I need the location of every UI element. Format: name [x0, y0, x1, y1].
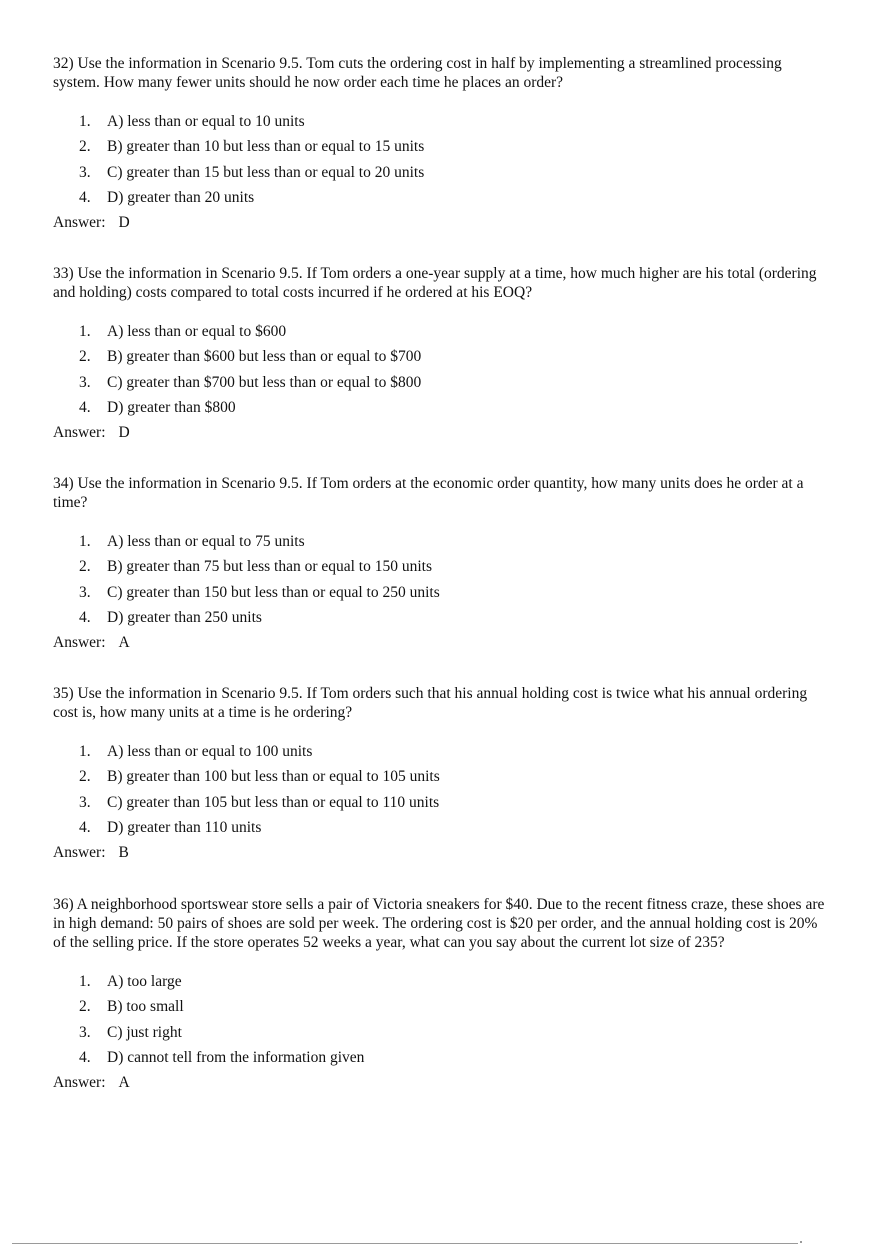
option-text: B) greater than 10 but less than or equal to 15 units [107, 138, 425, 156]
option-number: 2. [79, 558, 91, 576]
option-item [53, 994, 828, 1019]
option-item [53, 319, 828, 344]
option-text: C) greater than $700 but less than or equal to $800 [107, 373, 422, 391]
option-item [53, 185, 828, 210]
answer-label: Answer: [53, 1074, 106, 1092]
option-number: 2. [79, 138, 91, 156]
option-item [53, 790, 828, 815]
option-text: A) less than or equal to 75 units [107, 533, 305, 550]
option-item [53, 815, 828, 840]
option-item [53, 739, 828, 764]
footer-divider [12, 1243, 798, 1244]
option-number: 1. [79, 533, 91, 550]
option-text: B) greater than 100 but less than or equal to 105 units [107, 768, 440, 786]
answer-line [53, 1070, 828, 1095]
answer-line [53, 420, 828, 445]
option-list [53, 109, 828, 210]
option-item [53, 370, 828, 395]
answer-value: A [118, 1074, 130, 1092]
option-number: 4. [79, 398, 91, 416]
option-item [53, 605, 828, 630]
option-text: B) greater than $600 but less than or equal to $700 [107, 348, 422, 366]
question-34 [53, 474, 828, 655]
option-item [53, 134, 828, 159]
option-text: A) less than or equal to $600 [107, 323, 287, 340]
answer-label: Answer: [53, 844, 106, 862]
option-item [53, 395, 828, 420]
question-text: 35) Use the information in Scenario 9.5. If Tom orders such that his annual holding cost is twice what his annual ordering cost is, how many units at a time is he ordering? [53, 685, 808, 721]
option-number: 4. [79, 818, 91, 836]
option-number: 2. [79, 998, 91, 1016]
answer-value: D [118, 214, 130, 232]
answer-line [53, 630, 828, 655]
option-number: 4. [79, 188, 91, 206]
option-item [53, 160, 828, 185]
option-number: 1. [79, 113, 91, 130]
answer-value: D [118, 424, 130, 442]
answer-line [53, 840, 828, 865]
question-35 [53, 684, 828, 865]
option-number: 4. [79, 1048, 91, 1066]
option-text: C) greater than 150 but less than or equal to 250 units [107, 583, 440, 601]
option-item [53, 529, 828, 554]
option-text: A) too large [107, 973, 182, 990]
option-number: 3. [79, 583, 91, 601]
option-number: 3. [79, 1023, 91, 1041]
option-number: 2. [79, 348, 91, 366]
option-number: 1. [79, 973, 91, 990]
option-item [53, 1020, 828, 1045]
answer-label: Answer: [53, 214, 106, 232]
option-text: D) greater than 110 units [107, 818, 262, 836]
answer-label: Answer: [53, 634, 106, 652]
question-text: 33) Use the information in Scenario 9.5. If Tom orders a one-year supply at a time, how much higher are his total (ordering and holding) costs compared to total costs incurred if he ordered at his EOQ? [53, 265, 817, 301]
option-text: A) less than or equal to 100 units [107, 743, 313, 760]
option-list [53, 529, 828, 630]
answer-label: Answer: [53, 424, 106, 442]
option-item [53, 969, 828, 994]
option-item [53, 764, 828, 789]
option-item [53, 109, 828, 134]
option-text: D) greater than $800 [107, 398, 236, 416]
option-text: C) greater than 15 but less than or equal to 20 units [107, 163, 425, 181]
option-text: B) too small [107, 998, 184, 1016]
answer-value: A [118, 634, 130, 652]
question-33 [53, 264, 828, 445]
option-list [53, 319, 828, 420]
option-text: A) less than or equal to 10 units [107, 113, 305, 130]
answer-line [53, 210, 828, 235]
option-number: 3. [79, 163, 91, 181]
option-text: C) just right [107, 1023, 182, 1041]
option-text: D) cannot tell from the information given [107, 1048, 365, 1066]
option-number: 3. [79, 373, 91, 391]
question-32 [53, 54, 828, 235]
question-36 [53, 895, 828, 1095]
answer-value: B [118, 844, 129, 862]
option-item [53, 1045, 828, 1070]
footer-dot [800, 1241, 802, 1243]
option-number: 4. [79, 608, 91, 626]
option-number: 1. [79, 743, 91, 760]
option-text: C) greater than 105 but less than or equal to 110 units [107, 793, 440, 811]
question-text: 36) A neighborhood sportswear store sells a pair of Victoria sneakers for $40. Due to the recent fitness craze, these shoes are in high demand: 50 pairs of shoes are sold per week. The ordering cost is $20 per order, and the annual holding cost is 20% of the selling price. If the store operates 52 weeks a year, what can you say about the current lot size of 235? [53, 896, 825, 951]
option-number: 3. [79, 793, 91, 811]
option-number: 2. [79, 768, 91, 786]
question-text: 32) Use the information in Scenario 9.5. Tom cuts the ordering cost in half by implementing a streamlined processing system. How many fewer units should he now order each time he places an order? [53, 55, 782, 91]
option-text: B) greater than 75 but less than or equal to 150 units [107, 558, 433, 576]
option-text: D) greater than 250 units [107, 608, 262, 626]
option-number: 1. [79, 323, 91, 340]
option-item [53, 344, 828, 369]
question-text: 34) Use the information in Scenario 9.5. If Tom orders at the economic order quantity, how many units does he order at a time? [53, 475, 804, 511]
option-list [53, 969, 828, 1070]
option-item [53, 580, 828, 605]
option-list [53, 739, 828, 840]
option-item [53, 554, 828, 579]
option-text: D) greater than 20 units [107, 188, 255, 206]
